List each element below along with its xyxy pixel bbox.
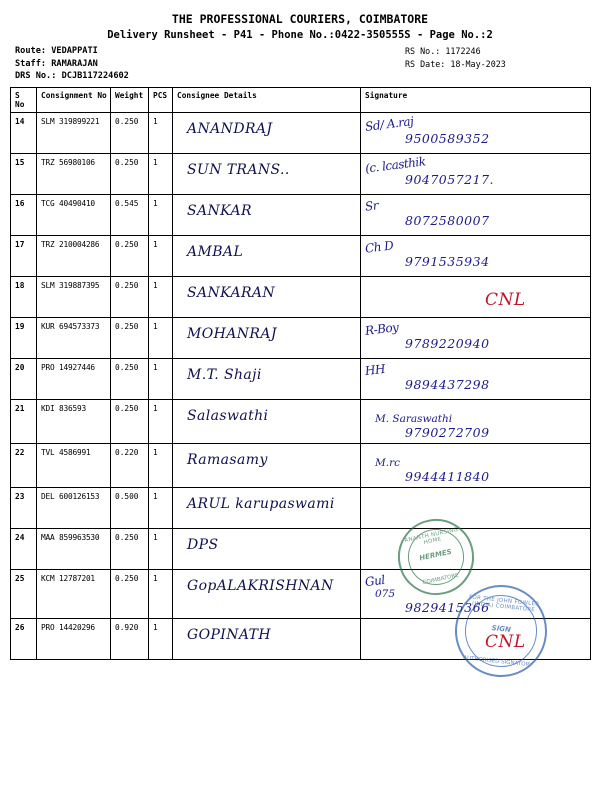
- table-row: [11, 488, 591, 529]
- cell-signature: [361, 444, 591, 488]
- hermes-stamp-bottom-text: COIMBATORE: [422, 572, 460, 587]
- route-line: [15, 45, 129, 58]
- signature-scribble: Ch D: [364, 238, 395, 256]
- cell-pcs: 1: [149, 444, 173, 488]
- table-row: [11, 570, 591, 619]
- rs-date-value: 18-May-2023: [450, 58, 506, 69]
- table-header-row: [11, 88, 591, 113]
- sidn-stamp-mid-text: SIGN: [491, 624, 512, 634]
- meta-right-block: [405, 45, 506, 70]
- cell-pcs: 1: [149, 154, 173, 195]
- staff-line: [15, 58, 129, 71]
- signature-phone-number: 9790272709: [405, 425, 490, 440]
- cell-pcs: 1: [149, 488, 173, 529]
- cell-consignee-details: [173, 488, 361, 529]
- drs-label: DRS No.:: [15, 71, 57, 81]
- signature-scribble: R-Boy: [364, 320, 400, 338]
- cell-consignee-details: [173, 444, 361, 488]
- drs-value: DCJB117224602: [61, 71, 129, 81]
- cell-consignee-details: [173, 195, 361, 236]
- staff-value: RAMARAJAN: [51, 58, 98, 69]
- signature-note: CNL: [485, 290, 526, 310]
- table-body: [11, 113, 591, 660]
- rs-date-label: RS Date:: [405, 58, 446, 69]
- cell-weight: 0.250: [111, 236, 149, 277]
- cell-consignee-details: [173, 619, 361, 660]
- cell-pcs: 1: [149, 400, 173, 444]
- consignee-name: MOHANRAJ: [187, 326, 277, 342]
- runsheet-table: [10, 87, 591, 660]
- consignee-name: SANKAR: [187, 203, 252, 219]
- consignee-name: M.T. Shaji: [187, 367, 262, 383]
- col-sno: S No: [11, 88, 37, 113]
- cell-weight: 0.250: [111, 277, 149, 318]
- table-row: [11, 529, 591, 570]
- cell-signature: [361, 570, 591, 619]
- cell-sno: 26: [11, 619, 37, 660]
- cell-pcs: 1: [149, 113, 173, 154]
- cell-signature: [361, 400, 591, 444]
- cell-consignment-no: KCM 12787201: [37, 570, 111, 619]
- cell-consignment-no: KUR 694573373: [37, 318, 111, 359]
- consignee-name: GopALAKRISHNAN: [187, 578, 334, 594]
- rs-no-line: [405, 45, 506, 58]
- cell-sno: 21: [11, 400, 37, 444]
- cell-signature: [361, 195, 591, 236]
- signature-phone-number: 9789220940: [405, 336, 490, 351]
- cell-weight: 0.250: [111, 318, 149, 359]
- rs-no-value: 1172246: [445, 46, 481, 56]
- cell-sno: 22: [11, 444, 37, 488]
- table-row: [11, 619, 591, 660]
- cell-consignment-no: SLM 319899221: [37, 113, 111, 154]
- cell-signature: [361, 359, 591, 400]
- signature-scribble: Sd/ A.raj: [364, 114, 415, 134]
- table-row: [11, 318, 591, 359]
- cell-consignee-details: [173, 236, 361, 277]
- col-weight: Weight: [111, 88, 149, 113]
- consignee-name: DPS: [187, 537, 219, 553]
- page-title: THE PROFESSIONAL COURIERS, COIMBATORE: [171, 12, 429, 26]
- route-value: VEDAPPATI: [51, 46, 98, 56]
- cell-sno: 20: [11, 359, 37, 400]
- signature-phone-number: 9791535934: [405, 254, 490, 269]
- cell-signature: [361, 529, 591, 570]
- cell-weight: 0.250: [111, 529, 149, 570]
- cell-consignment-no: PRO 14927446: [37, 359, 111, 400]
- rs-date-line: [405, 58, 506, 71]
- signature-phone-number: 9944411840: [405, 469, 490, 484]
- cell-consignment-no: TRZ 56980106: [37, 154, 111, 195]
- cell-sno: 19: [11, 318, 37, 359]
- cell-consignment-no: KDI 836593: [37, 400, 111, 444]
- cell-consignment-no: TRZ 210004286: [37, 236, 111, 277]
- signature-scribble: HH: [364, 361, 386, 379]
- col-consignment-no: Consignment No: [37, 88, 111, 113]
- cell-sno: 16: [11, 195, 37, 236]
- cell-weight: 0.920: [111, 619, 149, 660]
- table-row: [11, 277, 591, 318]
- cell-weight: 0.250: [111, 359, 149, 400]
- cell-weight: 0.250: [111, 400, 149, 444]
- cell-sno: 18: [11, 277, 37, 318]
- cell-signature: [361, 488, 591, 529]
- table-row: [11, 400, 591, 444]
- signature-note: M. Saraswathi: [375, 413, 453, 425]
- hermes-stamp-mid-text: HERMES: [418, 547, 453, 563]
- cell-sno: 23: [11, 488, 37, 529]
- cell-consignment-no: MAA 859963530: [37, 529, 111, 570]
- cell-sno: 25: [11, 570, 37, 619]
- cell-pcs: 1: [149, 359, 173, 400]
- signature-phone-number: 8072580007: [405, 213, 490, 228]
- signature-phone-number: 9829415366: [405, 600, 490, 615]
- col-pcs: PCS: [149, 88, 173, 113]
- signature-scribble: Gul: [364, 572, 386, 590]
- consignee-name: ANANDRAJ: [187, 121, 273, 137]
- table-row: [11, 359, 591, 400]
- signature-note: 075: [375, 588, 396, 600]
- cell-sno: 14: [11, 113, 37, 154]
- cell-pcs: 1: [149, 570, 173, 619]
- cell-pcs: 1: [149, 195, 173, 236]
- consignee-name: ARUL karupaswami: [187, 496, 335, 512]
- table-row: [11, 113, 591, 154]
- cell-pcs: 1: [149, 277, 173, 318]
- rs-no-label: RS No.:: [405, 46, 441, 56]
- sidn-stamp-bottom-text: AUTHORISED SIGNATORY: [462, 655, 533, 669]
- col-consignee-details: Consignee Details: [173, 88, 361, 113]
- cell-consignee-details: [173, 277, 361, 318]
- signature-note: M.rc: [375, 457, 400, 469]
- cell-signature: [361, 277, 591, 318]
- cell-consignee-details: [173, 113, 361, 154]
- cell-signature: [361, 236, 591, 277]
- cell-signature: [361, 619, 591, 660]
- cell-consignee-details: [173, 529, 361, 570]
- cell-consignment-no: PRO 14420296: [37, 619, 111, 660]
- signature-note: CNL: [485, 632, 526, 652]
- consignee-name: GOPINATH: [187, 627, 271, 643]
- cell-consignment-no: TCG 40490410: [37, 195, 111, 236]
- meta-left-block: [15, 45, 129, 83]
- cell-consignee-details: [173, 570, 361, 619]
- cell-weight: 0.250: [111, 570, 149, 619]
- signature-phone-number: 9500589352: [405, 131, 490, 146]
- consignee-name: SANKARAN: [187, 285, 276, 301]
- cell-consignee-details: [173, 318, 361, 359]
- drs-line: [15, 70, 129, 83]
- consignee-name: AMBAL: [187, 244, 244, 260]
- cell-pcs: 1: [149, 318, 173, 359]
- cell-weight: 0.500: [111, 488, 149, 529]
- consignee-name: Ramasamy: [187, 452, 268, 468]
- signature-phone-number: 9047057217.: [405, 172, 495, 187]
- cell-consignment-no: DEL 600126153: [37, 488, 111, 529]
- cell-consignee-details: [173, 400, 361, 444]
- cell-signature: [361, 154, 591, 195]
- hermes-stamp-top-text: ANANTH NURSING HOME: [404, 526, 459, 547]
- cell-signature: [361, 113, 591, 154]
- table-row: [11, 154, 591, 195]
- col-signature: Signature: [361, 88, 591, 113]
- table-row: [11, 195, 591, 236]
- cell-pcs: 1: [149, 236, 173, 277]
- page-subtitle: Delivery Runsheet - P41 - Phone No.:0422-350555S - Page No.:2: [107, 29, 493, 41]
- cell-signature: [361, 318, 591, 359]
- signature-phone-number: 9894437298: [405, 377, 490, 392]
- signature-scribble: Sr: [364, 198, 379, 214]
- cell-pcs: 1: [149, 529, 173, 570]
- cell-weight: 0.250: [111, 154, 149, 195]
- signature-scribble: (c. lcasthik: [364, 154, 427, 176]
- cell-weight: 0.545: [111, 195, 149, 236]
- document-meta: [10, 45, 590, 85]
- cell-sno: 24: [11, 529, 37, 570]
- consignee-name: Salaswathi: [187, 408, 269, 424]
- cell-sno: 15: [11, 154, 37, 195]
- cell-consignee-details: [173, 359, 361, 400]
- cell-consignment-no: TVL 4586991: [37, 444, 111, 488]
- cell-weight: 0.250: [111, 113, 149, 154]
- table-row: [11, 236, 591, 277]
- cell-sno: 17: [11, 236, 37, 277]
- route-label: Route:: [15, 46, 47, 56]
- cell-consignee-details: [173, 154, 361, 195]
- cell-weight: 0.220: [111, 444, 149, 488]
- staff-label: Staff:: [15, 58, 47, 69]
- consignee-name: SUN TRANS..: [187, 162, 290, 178]
- cell-consignment-no: SLM 319887395: [37, 277, 111, 318]
- sidn-stamp-top-text: FOR THE JOHN FOWLER (INDIA) COIMBATORE: [468, 594, 540, 614]
- cell-pcs: 1: [149, 619, 173, 660]
- table-row: [11, 444, 591, 488]
